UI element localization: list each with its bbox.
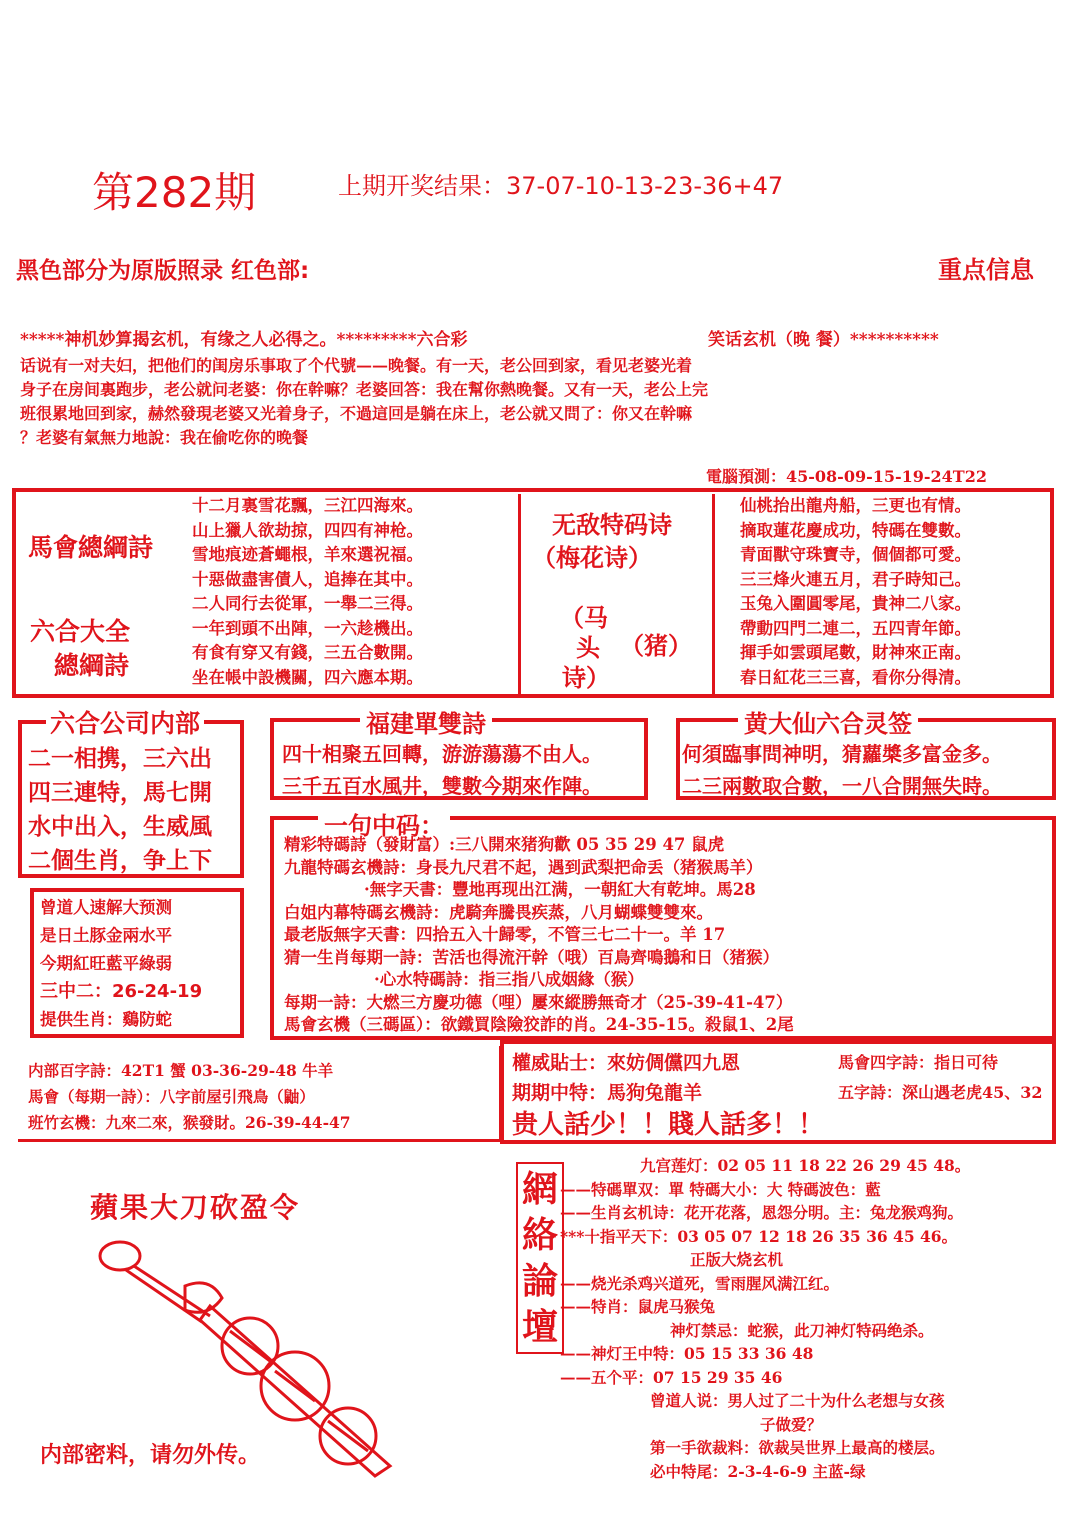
fujian-line: 四十相聚五回轉，游游蕩蕩不由人。 [282,742,602,766]
main-poem-mid-note-2: 头 [576,633,600,662]
poem-line: 有食有穿又有錢，三五合數開。 [192,643,423,662]
forum-line: 子做爱？ [760,1414,823,1434]
zengdao-title: 曾道人速解大预测 [40,898,172,917]
main-poem-mid-note-1: （马 [560,603,608,632]
forum-line: 九宫莲灯：02 05 11 18 22 26 29 45 48。 [640,1156,971,1175]
yiju-line: 每期一詩：大燃三方慶功德（哩）屢來縱勝無奇才（25-39-41-47） [284,992,793,1012]
tips-line2-a: 期期中特：馬狗兔龍羊 [512,1082,703,1104]
zengdao-lines [40,894,202,1034]
forum-line: ——五个平：07 15 29 35 46 [560,1367,783,1387]
sword-caption: 内部密料，请勿外传。 [40,1442,261,1468]
forum-title-char: 論 [522,1260,559,1302]
yiju-line: ·心水特碼詩：指三指八成姻緣（猴） [374,970,644,989]
intro-line1-right: 笑话玄机（晚 餐）********** [708,330,939,350]
huang-lines [682,738,1002,802]
forum-line: ——特肖：鼠虎马猴兔 [560,1297,716,1316]
main-poem-divider-2 [712,494,715,694]
company-title: 六合公司内部 [46,704,204,740]
tips-line2-b: 五字詩：深山遇老虎45、32 [838,1083,1043,1102]
poem-line: 二人同行去從軍，一舉二三得。 [192,594,423,613]
yiju-lines [284,834,794,1037]
poem-line: 帶動四門二連二，五四青年節。 [740,618,971,638]
forum-vertical-title [516,1162,564,1354]
forum-line: 必中特尾：2-3-4-6-9 主蓝-绿 [650,1461,866,1481]
yiju-line: ·無字天書：豐地再现出江满，一朝紅大有乾坤。馬28 [364,880,756,899]
poem-line: 十惡做盡害債人，追捧在其中。 [192,569,423,589]
main-poem-mid-note-3: 诗） [562,663,610,692]
intro-line1-left: *****神机妙算揭玄机，有缘之人必得之。*********六合彩 [20,330,468,350]
computer-predict: 電腦預測：45-08-09-15-19-24T22 [706,467,987,486]
poem-line: 春日紅花三三喜，看你分得清。 [740,667,971,687]
forum-title-char: 壇 [522,1306,559,1348]
last-result-label: 上期开奖结果： [338,172,506,200]
fujian-title: 福建單雙詩 [360,704,492,739]
forum-line: 神灯禁忌：蛇猴，此刀神灯特码绝杀。 [670,1320,934,1340]
tips-line1-a: 權威貼士：來妨倜儻四九恩 [512,1052,741,1074]
fujian-line: 三千五百水風井，雙數今期來作陣。 [282,774,602,798]
zengdao-line: 提供生肖：鷄防蛇 [40,1010,172,1029]
yiju-line: 九龍特碼玄機詩：身長九尺君不起，遇到武梨把命丢（猪猴馬羊） [284,857,763,877]
forum-title-char: 絡 [522,1214,559,1256]
poem-line: 仙桃抬出龍舟船，三更也有情。 [740,496,971,515]
poem-line: 青面獸守珠寶寺，個個都可愛。 [740,545,971,564]
zengdao-line: 三中二：26-24-19 [40,981,203,1002]
yiju-line: 猜一生肖每期一詩：苦活也得流汗幹（哦）百鳥齊鳴鵝和日（猪猴） [284,947,779,967]
company-line: 四三連特，馬七開 [28,779,212,806]
yiju-line: 白姐内幕特碼玄機詩：虎騎奔騰畏疾蒸，八月蝴蝶雙雙來。 [284,902,713,922]
last-result [338,166,783,201]
forum-line: 正版大烧玄机 [690,1250,784,1269]
company-line: 二個生肖，争上下 [28,847,212,874]
forum-line: 曾道人说：男人过了二十为什么老想与女孩 [650,1391,945,1410]
company-line: 二一相携，三六出 [28,745,212,772]
issue-number: 第282期 [92,168,257,217]
yiju-line: 馬會玄機（三碼區）：欲鐵買陰險狡詐的肖。24-35-15。殺鼠1、2尾 [284,1015,794,1034]
forum-line: ——神灯王中特：05 15 33 36 48 [560,1344,814,1363]
inner-lines [28,1058,351,1136]
poem-line: 揮手如雲頭尾數，財神來正南。 [740,643,971,662]
forum-title-char: 網 [522,1168,559,1210]
poem-line: 雪地痕迹蒼蠅根，羊來選祝福。 [192,545,423,564]
poem-line: 山上獵人欲劫掠，四四有神枪。 [192,520,423,540]
poem-line: 坐在帳中設機關，四六應本期。 [192,667,423,687]
forum-line: ——烧光杀鸡兴道死，雪雨腥风满江红。 [560,1273,840,1293]
main-poem-mid-title-a: 无敌特码诗 [552,510,672,539]
main-poem-mid-title-b: （梅花诗） [532,543,652,572]
main-poem-label2a: 六合大全 [30,617,131,646]
tips-line1-b: 馬會四字詩：指日可待 [838,1053,999,1072]
poem-line: 十二月裏雪花飄，三江四海來。 [192,496,423,515]
last-result-numbers: 37-07-10-13-23-36+47 [506,172,784,200]
main-poem-lines [192,494,423,690]
sword-title: 蘋果大刀砍盈令 [90,1191,301,1224]
intro-story-2: 身子在房间裏跑步，老公就问老婆：你在幹嘛？老婆回答：我在幫你熱晚餐。又有一天，老公上完 [20,380,709,399]
forum-line: ***十指平天下：03 05 07 12 18 26 35 36 45 46。 [560,1226,958,1246]
main-poem-label2b: 總綱詩 [54,651,130,680]
poem-line: 玉兔入圍圓零尾，貴神二八家。 [740,594,971,613]
fujian-lines [282,738,602,802]
company-lines [28,742,212,878]
company-line: 水中出入，生威風 [28,813,212,840]
poem-line: 一年到頭不出陣，一六趁機出。 [192,618,423,638]
main-poem-mid-note-4: （猪） [620,631,692,660]
notice-right: 重点信息 [938,256,1034,284]
intro-story-1: 话说有一对夫妇，把他们的闺房乐事取了个代號——晚餐。有一天，老公回到家，看见老婆光着 [20,356,693,375]
inner-line: 内部百字詩：42T1 蟹 03-36-29-48 牛羊 [28,1061,334,1080]
huang-line: 二三兩數取合數，一八合開無失時。 [682,774,1002,798]
huang-title: 黄大仙六合灵签 [738,704,918,739]
yiju-line: 最老版無字天書：四拾五入十歸零，不管三七二十一。羊 17 [284,925,726,944]
poem-line: 三三烽火連五月，君子時知己。 [740,569,971,589]
forum-line: 第一手欲裁料：欲裁吴世界上最高的楼层。 [650,1438,945,1457]
inner-line: 馬會（每期一詩）：八字前屋引飛鳥（鼬） [28,1087,315,1106]
intro-story-4: ？老婆有氣無力地說：我在偷吃你的晚餐 [20,428,309,447]
main-poem-divider [518,494,521,694]
yiju-line: 精彩特碼詩（發財富）:三八開來猪狗歡 05 35 29 47 鼠虎 [284,835,725,854]
intro-story-3: 班很累地回到家，赫然發現老婆又光着身子，不過這回是躺在床上，老公就又問了：你又在幹嘛 [20,404,693,423]
huang-line: 何須臨事問神明，猜蘿槳多富金多。 [682,742,1002,766]
forum-line: ——生肖玄机诗：花开花落，恩怨分明。主：兔龙猴鸡狗。 [560,1203,964,1222]
forum-line: ——特碼單双：單 特碼大小：大 特碼波色：藍 [560,1179,881,1199]
zengdao-line: 今期紅旺藍平綠弱 [40,954,172,973]
zengdao-line: 是日土豚金兩水平 [40,926,172,945]
inner-line: 班竹玄機：九來二來，猴發財。26-39-44-47 [28,1113,351,1132]
main-poem-label1: 馬會總綱詩 [28,533,154,562]
poem-line: 摘取蓮花慶成功，特碼在雙數。 [740,520,971,540]
notice-left: 黑色部分为原版照录 红色部: [16,258,310,284]
tips-slogan: 贵人話少！！賤人話多！！ [512,1110,825,1140]
yiju-title: 一句中码： [318,806,450,841]
forum-lines [560,1154,970,1483]
main-poem-right-lines [740,494,971,690]
